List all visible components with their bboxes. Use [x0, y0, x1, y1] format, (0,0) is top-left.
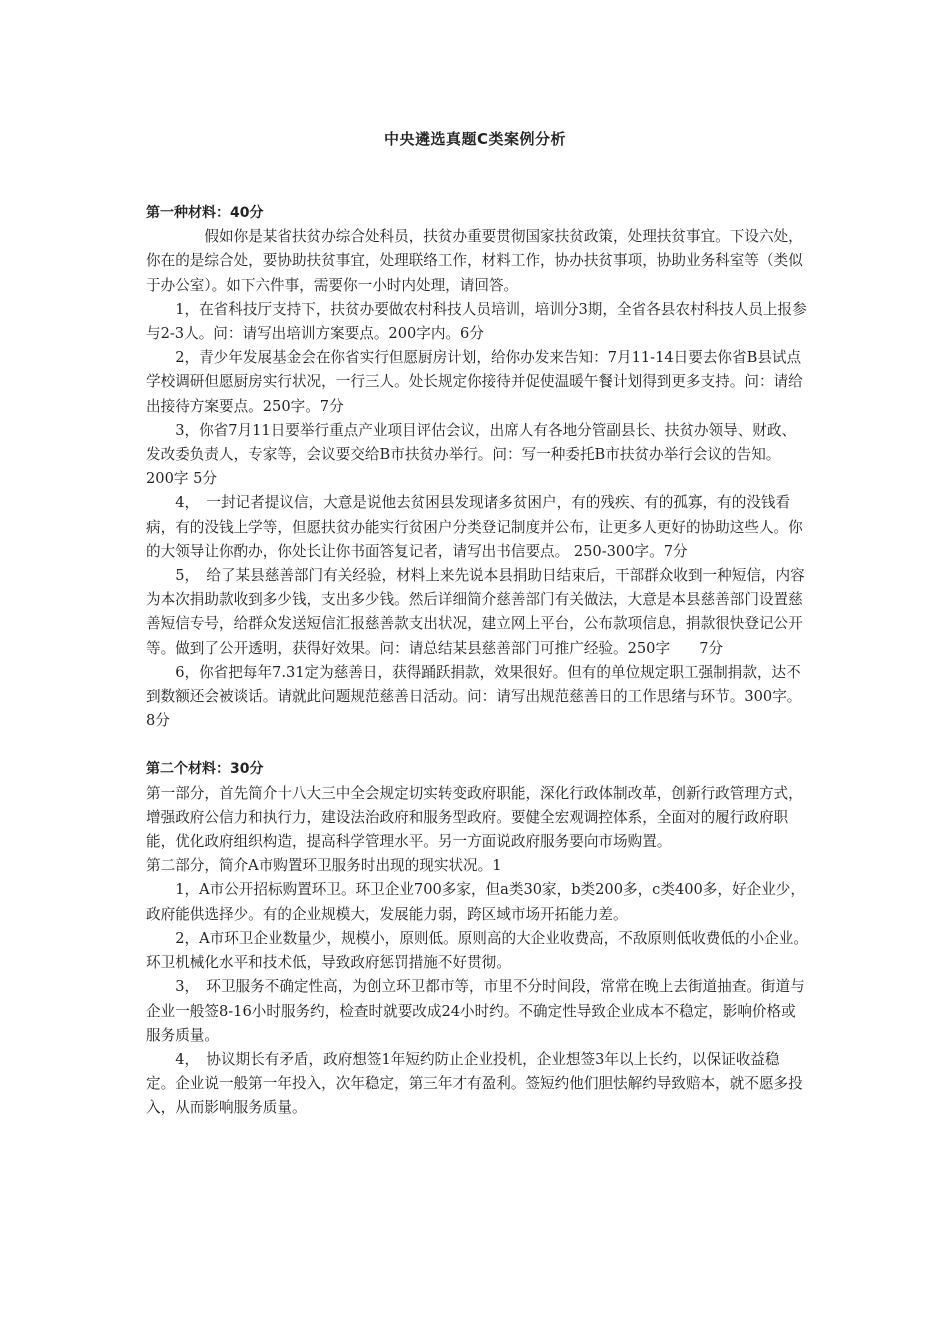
section-one — [146, 201, 808, 733]
section-one-item: 3，你省7月11日要举行重点产业项目评估会议，出席人有各地分管副县长、扶贫办领导、财政、发改委负责人，专家等，会议要交给B市扶贫办举行。问：写一种委托B市扶贫办举行会议的告知。200字 5分 — [146, 421, 797, 488]
section-one-item: 2，青少年发展基金会在你省实行但愿厨房计划，给你办发来告知：7月11-14日要去你省B县试点学校调研但愿厨房实行状况，一行三人。处长规定你接待并促使温暖午餐计划得到更多支持。问：请给出接待方案要点。250字。7分 — [146, 349, 803, 415]
document-title: 中央遴选真题C类案例分析 — [383, 130, 566, 148]
section-two-part-one: 第一部分，首先简介十八大三中全会规定切实转变政府职能，深化行政体制改革，创新行政管理方式，增强政府公信力和执行力，建设法治政府和服务型政府。要健全宏观调控体系，全面对的履行政府职能，优化政府组织构造，提高科学管理水平。另一方面说政府服务要向市场购置。 — [146, 784, 803, 851]
document-body — [146, 201, 808, 1121]
section-one-item: 4， 一封记者提议信，大意是说他去贫困县发现诸多贫困户，有的残疾、有的孤寡，有的没钱看病，有的没钱上学等，但愿扶贫办能实行贫困户分类登记制度并公布，让更多人更好的协助这些人。你的大领导让你酌办，你处长让你书面答复记者，请写出书信要点。 250-300字。7分 — [146, 494, 803, 560]
section-two-part-two: 第二部分，简介A市购置环卫服务时出现的现实状况。1 — [146, 857, 502, 875]
section-one-intro: 假如你是某省扶贫办综合处科员，扶贫办重要贯彻国家扶贫政策，处理扶贫事宜。下设六处，你在的是综合处，要协助扶贫事宜，处理联络工作，材料工作，协办扶贫事项，协助业务科室等（类似于办公室）。如下六件事，需要你一小时内处理，请回答。 — [146, 228, 803, 294]
section-two — [146, 757, 808, 1120]
section-two-heading: 第二个材料：30分 — [146, 761, 264, 778]
section-two-item: 1，A市公开招标购置环卫。环卫企业700多家，但a类30家，b类200多，c类400多，好企业少，政府能供选择少。有的企业规模大，发展能力弱，跨区域市场开拓能力差。 — [146, 881, 805, 923]
section-one-item: 6，你省把每年7.31定为慈善日，获得踊跃捐款，效果很好。但有的单位规定职工强制捐款，达不到数额还会被谈话。请就此问题规范慈善日活动。问：请写出规范慈善日的工作思绪与环节。300字。8分 — [146, 663, 802, 730]
section-one-item: 5， 给了某县慈善部门有关经验，材料上来先说本县捐助日结束后，干部群众收到一种短信，内容为本次捐助款收到多少钱，支出多少钱。然后详细简介慈善部门有关做法，大意是本县慈善部门设置慈善短信专号，给群众发送短信汇报慈善款支出状况，建立网上平台，公布款项信息，捐款很快登记公开等。做到了公开透明，获得好效果。问：请总结某县慈善部门可推广经验。250字 7分 — [146, 567, 805, 657]
section-one-item: 1，在省科技厅支持下，扶贫办要做农村科技人员培训，培训分3期，全省各县农村科技人员上报参与2-3人。问：请写出培训方案要点。200字内。6分 — [146, 300, 807, 343]
section-two-item: 4， 协议期长有矛盾，政府想签1年短约防止企业投机，企业想签3年以上长约，以保证收益稳定。企业说一般第一年投入，次年稳定，第三年才有盈利。签短约他们胆怯解约导致赔本，就不愿多投入，从而影响服务质量。 — [146, 1050, 803, 1117]
section-two-item: 2，A市环卫企业数量少，规模小，原则低。原则高的大企业收费高，不敌原则低收费低的小企业。环卫机械化水平和技术低，导致政府惩罚措施不好贯彻。 — [146, 929, 808, 972]
section-one-heading: 第一种材料：40分 — [146, 205, 264, 221]
section-two-item: 3， 环卫服务不确定性高，为创立环卫都市等，市里不分时间段，常常在晚上去街道抽查。街道与企业一般签8-16小时服务约，检查时就要改成24小时约。不确定性导致企业成本不稳定，影响价格或服务质量。 — [146, 978, 805, 1044]
